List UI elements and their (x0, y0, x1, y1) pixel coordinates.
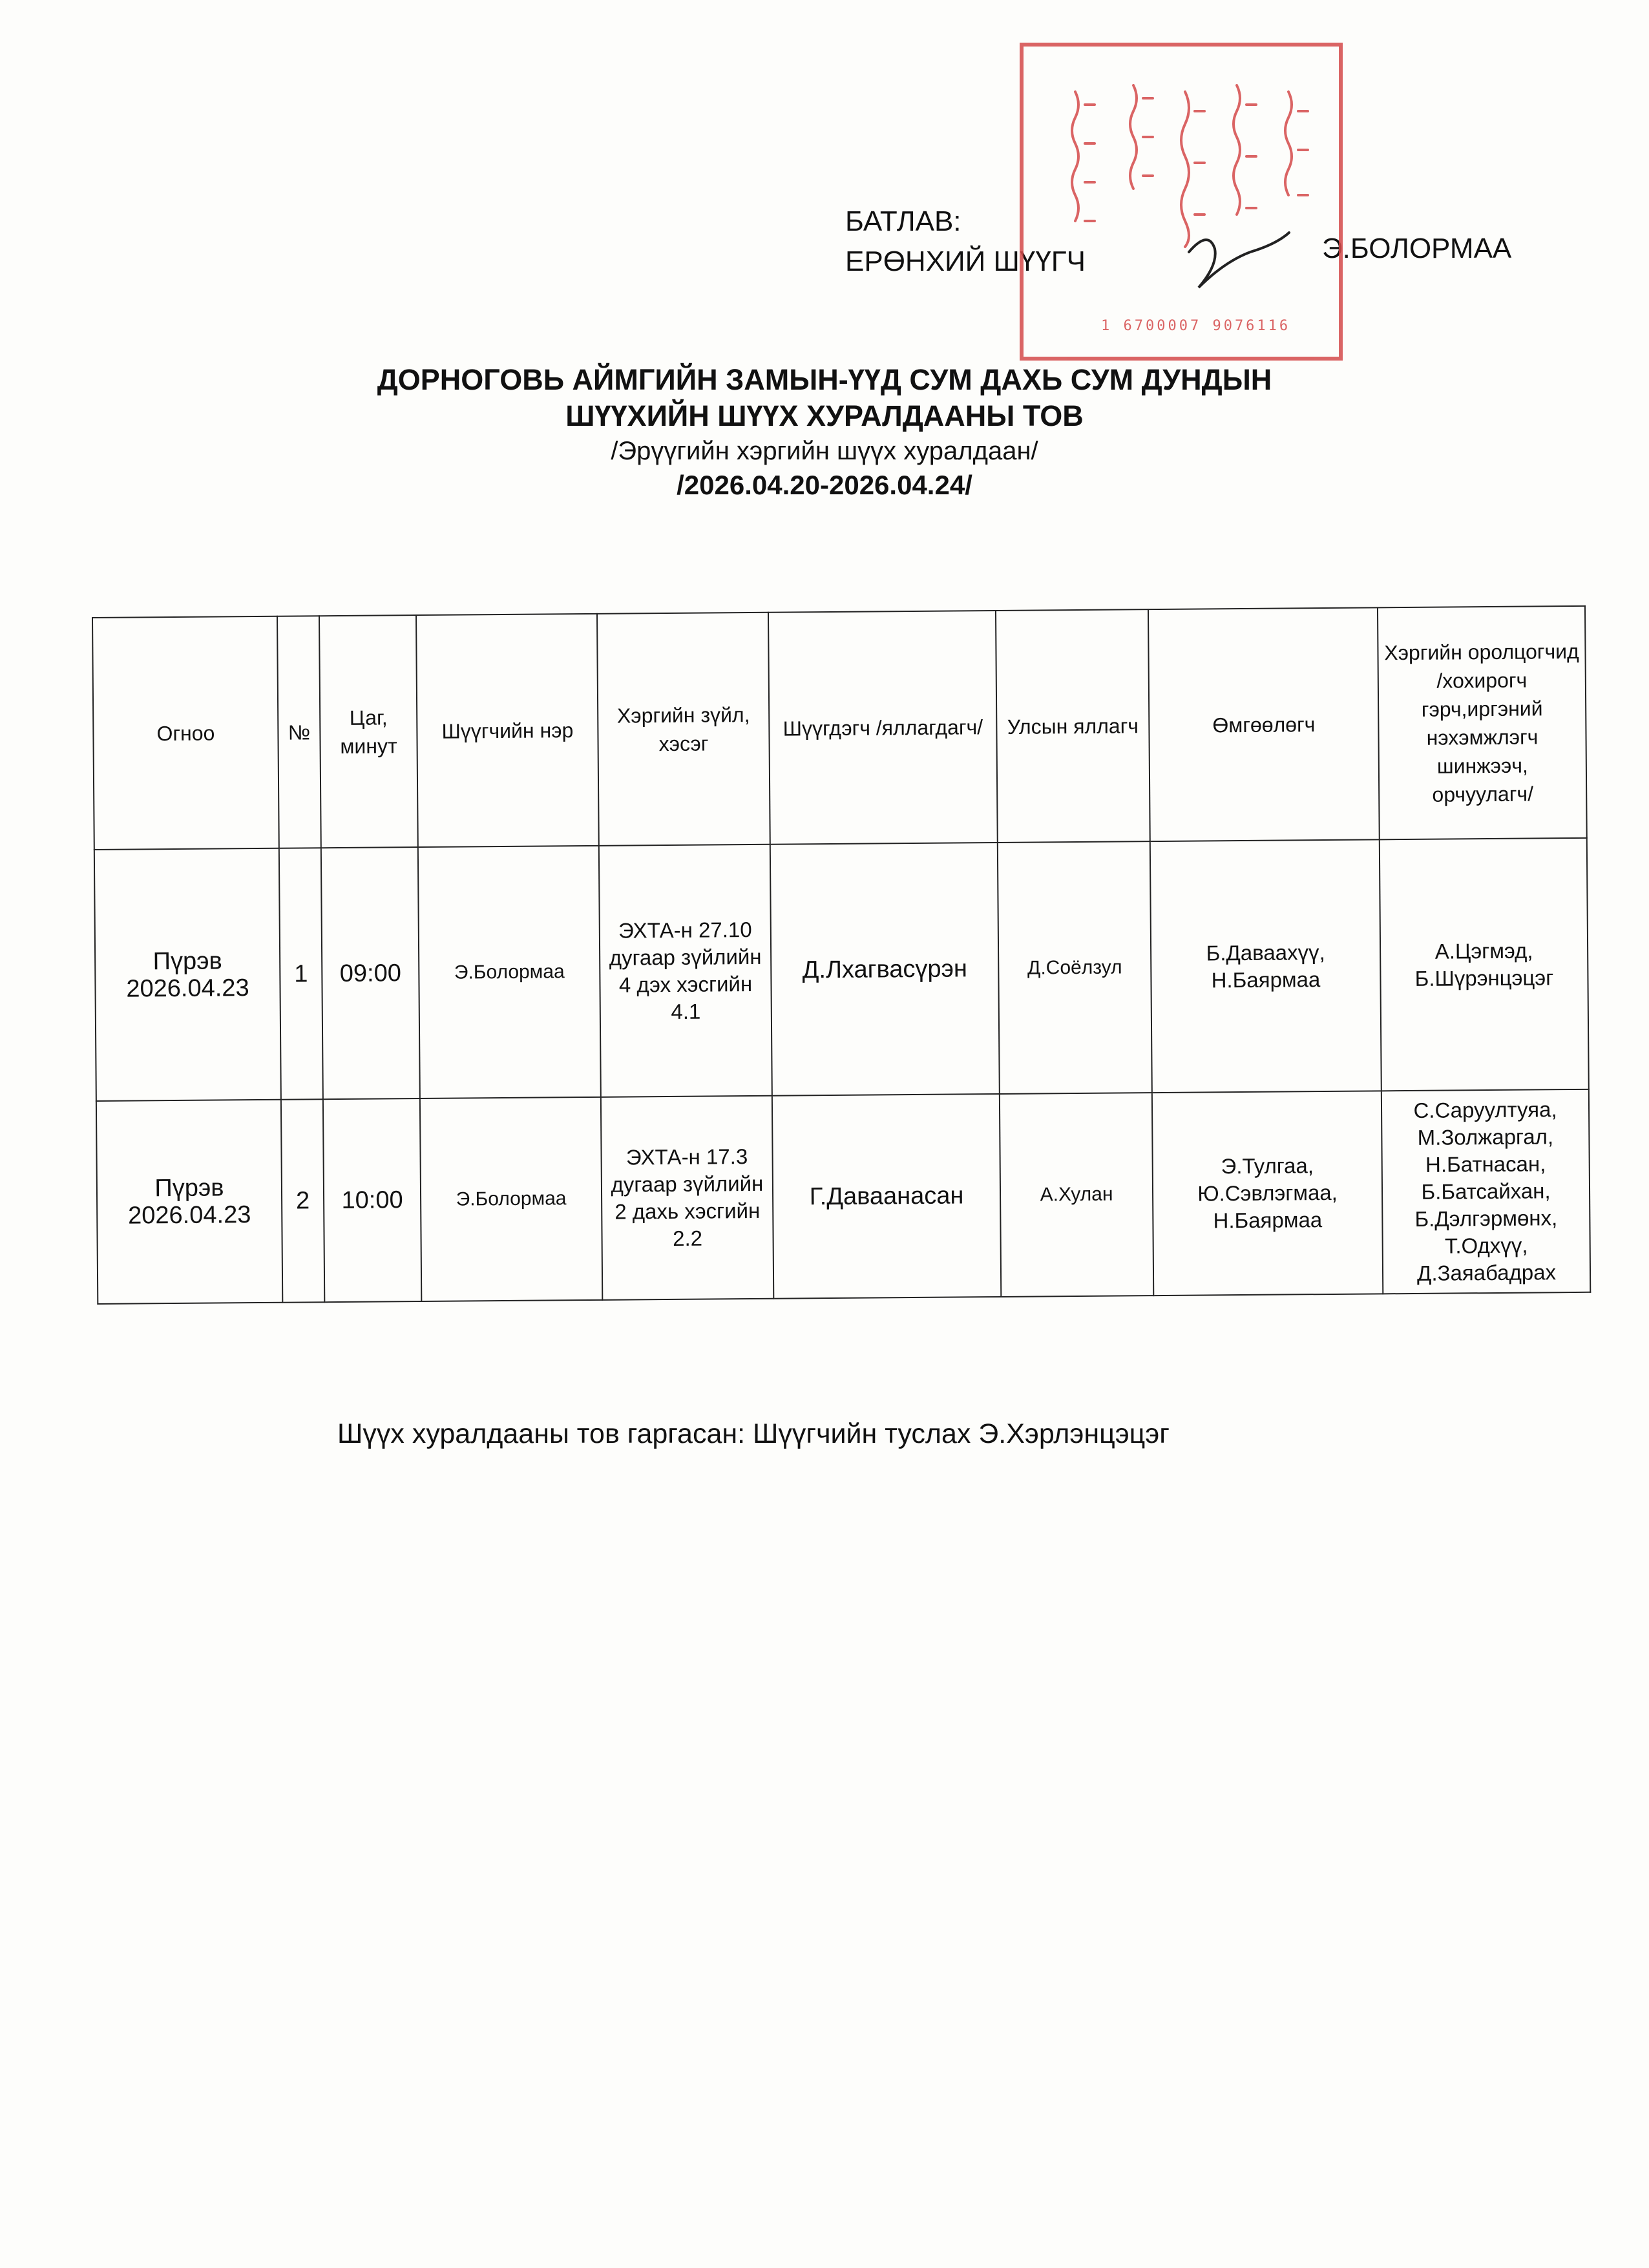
row-prosecutor: Д.Соёлзул (998, 841, 1152, 1094)
row-time: 10:00 (323, 1098, 421, 1302)
signature-icon (1176, 213, 1305, 297)
header-defendant: Шүүгдэгч /яллагдагч/ (768, 611, 998, 845)
row-date: 2026.04.23 (128, 1201, 251, 1230)
row-time: 09:00 (321, 847, 420, 1099)
row-defender: Э.Тулгаа, Ю.Сэвлэгмаа, Н.Баярмаа (1152, 1091, 1383, 1296)
row-participants: А.Цэгмэд, Б.Шүрэнцэцэг (1380, 838, 1589, 1091)
row-article: ЭХТА-н 17.3 дугаар зүйлийн 2 дахь хэсгийн 2.2 (601, 1096, 773, 1300)
title-subtitle: /Эрүүгийн хэргийн шүүх хуралдаан/ (611, 437, 1038, 465)
approval-position: ЕРӨНХИЙ ШҮҮГЧ (845, 246, 1086, 277)
approval-label: БАТЛАВ: (845, 205, 961, 237)
stamp-number: 1 6700007 9076116 (1101, 318, 1291, 334)
row-defender: Б.Даваахүү, Н.Баярмаа (1150, 839, 1381, 1093)
row-date-cell (94, 848, 281, 1101)
schedule-table (92, 605, 1591, 1305)
header-judge: Шүүгчийн нэр (416, 614, 599, 847)
header-prosecutor: Улсын яллагч (996, 609, 1150, 843)
row-date-cell (96, 1100, 282, 1304)
row-date: 2026.04.23 (126, 974, 249, 1003)
header-participants: Хэргийн оролцогчид /хохирогч гэрч,иргэний нэхэмжлэгч шинжээч, орчуулагч/ (1378, 606, 1587, 840)
row-participants: С.Саруултуяа, М.Золжаргал, Н.Батнасан, Б.Батсайхан, Б.Дэлгэрмөнх, Т.Одхүү, Д.Заяабадрах (1381, 1089, 1590, 1294)
title-line-2: ШҮҮХИЙН ШҮҮХ ХУРАЛДААНЫ ТОВ (565, 399, 1084, 432)
row-judge: Э.Болормаа (420, 1097, 602, 1301)
row-no: 2 (281, 1099, 324, 1303)
official-stamp (1020, 43, 1343, 361)
header-time: Цаг, минут (319, 615, 418, 848)
approval-name: Э.БОЛОРМАА (1322, 233, 1512, 264)
table-row (96, 1089, 1590, 1304)
header-date: Огноо (92, 616, 279, 850)
header-no: № (277, 616, 321, 848)
row-day: Пүрэв (154, 1174, 224, 1202)
footer-note: Шүүх хуралдааны тов гаргасан: Шүүгчийн туслах Э.Хэрлэнцэцэг (337, 1418, 1170, 1449)
title-period: /2026.04.20-2026.04.24/ (677, 470, 972, 500)
row-no: 1 (279, 848, 323, 1099)
row-judge: Э.Болормаа (418, 846, 601, 1098)
table-header-row (92, 606, 1587, 850)
row-defendant: Г.Даваанасан (772, 1094, 1001, 1299)
header-article: Хэргийн зүйл, хэсэг (597, 613, 770, 846)
row-day: Пүрэв (152, 947, 222, 975)
header-defender: Өмгөөлөгч (1148, 607, 1380, 841)
row-article: ЭХТА-н 27.10 дугаар зүйлийн 4 дэх хэсгийн 4.1 (599, 845, 772, 1097)
row-defendant: Д.Лхагвасүрэн (770, 843, 1000, 1096)
table-row (94, 838, 1589, 1101)
document-title (0, 362, 1649, 503)
title-line-1: ДОРНОГОВЬ АЙМГИЙН ЗАМЫН-ҮҮД СУМ ДАХЬ СУМ ДУНДЫН (377, 363, 1272, 396)
row-prosecutor: А.Хулан (1000, 1093, 1153, 1297)
